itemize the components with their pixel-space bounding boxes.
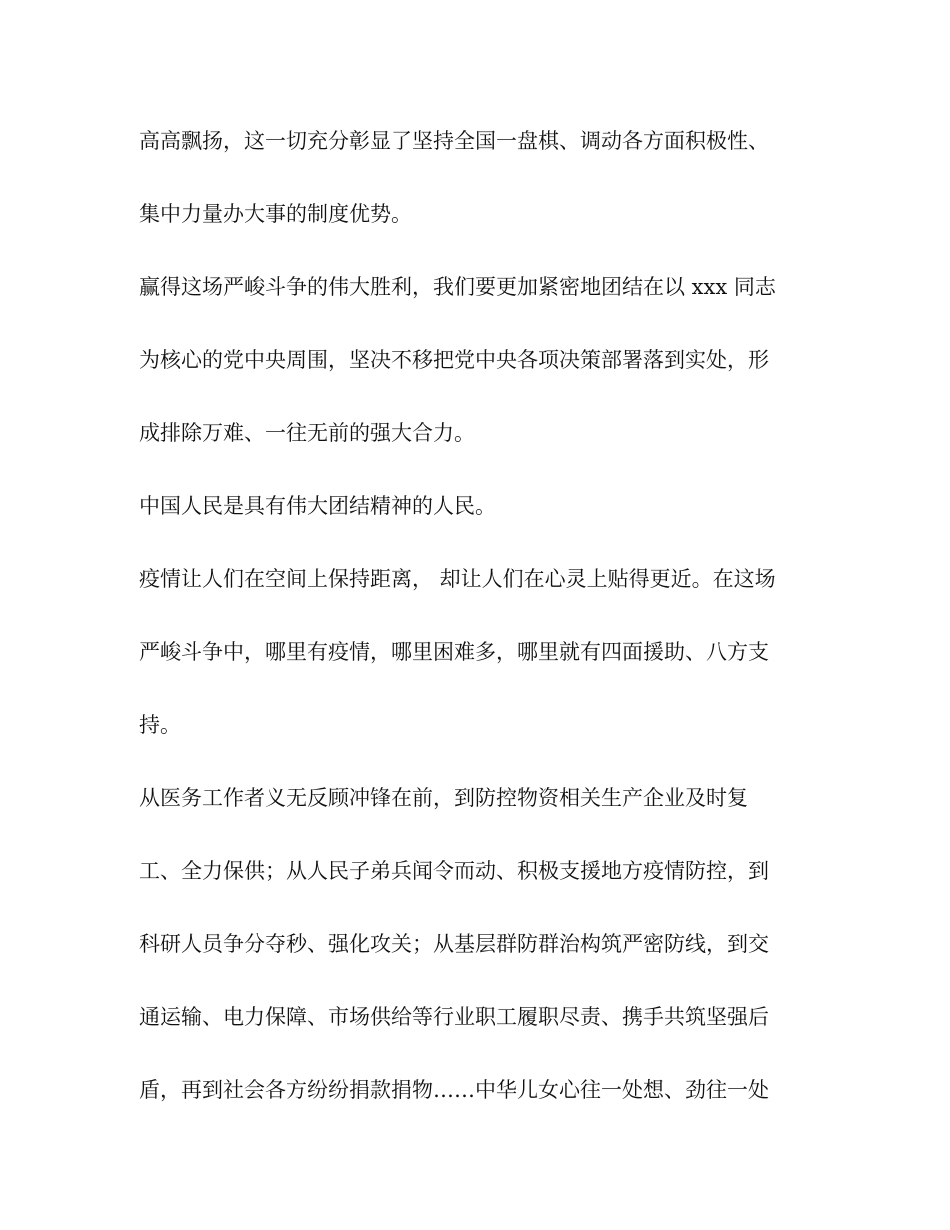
text-line: 科研人员争分夺秒、强化攻关；从基层群防群治构筑严密防线，到交	[139, 932, 769, 956]
text-line: 成排除万难、一往无前的强大合力。	[139, 421, 475, 445]
text-line: 集中力量办大事的制度优势。	[139, 202, 412, 226]
text-line: 中国人民是具有伟大团结精神的人民。	[139, 494, 496, 518]
text-line: 通运输、电力保障、市场供给等行业职工履职尽责、携手共筑坚强后	[139, 1005, 769, 1029]
text-line: 从医务工作者义无反顾冲锋在前，到防控物资相关生产企业及时复	[139, 786, 748, 810]
text-line: 疫情让人们在空间上保持距离， 却让人们在心灵上贴得更近。在这场	[139, 567, 776, 591]
text-line: 工、全力保供；从人民子弟兵闻令而动、积极支援地方疫情防控，到	[139, 859, 769, 883]
text-line: 赢得这场严峻斗争的伟大胜利，我们要更加紧密地团结在以 xxx 同志	[139, 275, 776, 299]
text-line: 高高飘扬，这一切充分彰显了坚持全国一盘棋、调动各方面积极性、	[139, 129, 769, 153]
text-line: 盾，再到社会各方纷纷捐款捐物……中华儿女心往一处想、劲往一处	[139, 1078, 769, 1102]
text-line: 严峻斗争中，哪里有疫情，哪里困难多，哪里就有四面援助、八方支	[139, 640, 769, 664]
text-line: 为核心的党中央周围，坚决不移把党中央各项决策部署落到实处，形	[139, 348, 769, 372]
text-line: 持。	[139, 713, 181, 737]
